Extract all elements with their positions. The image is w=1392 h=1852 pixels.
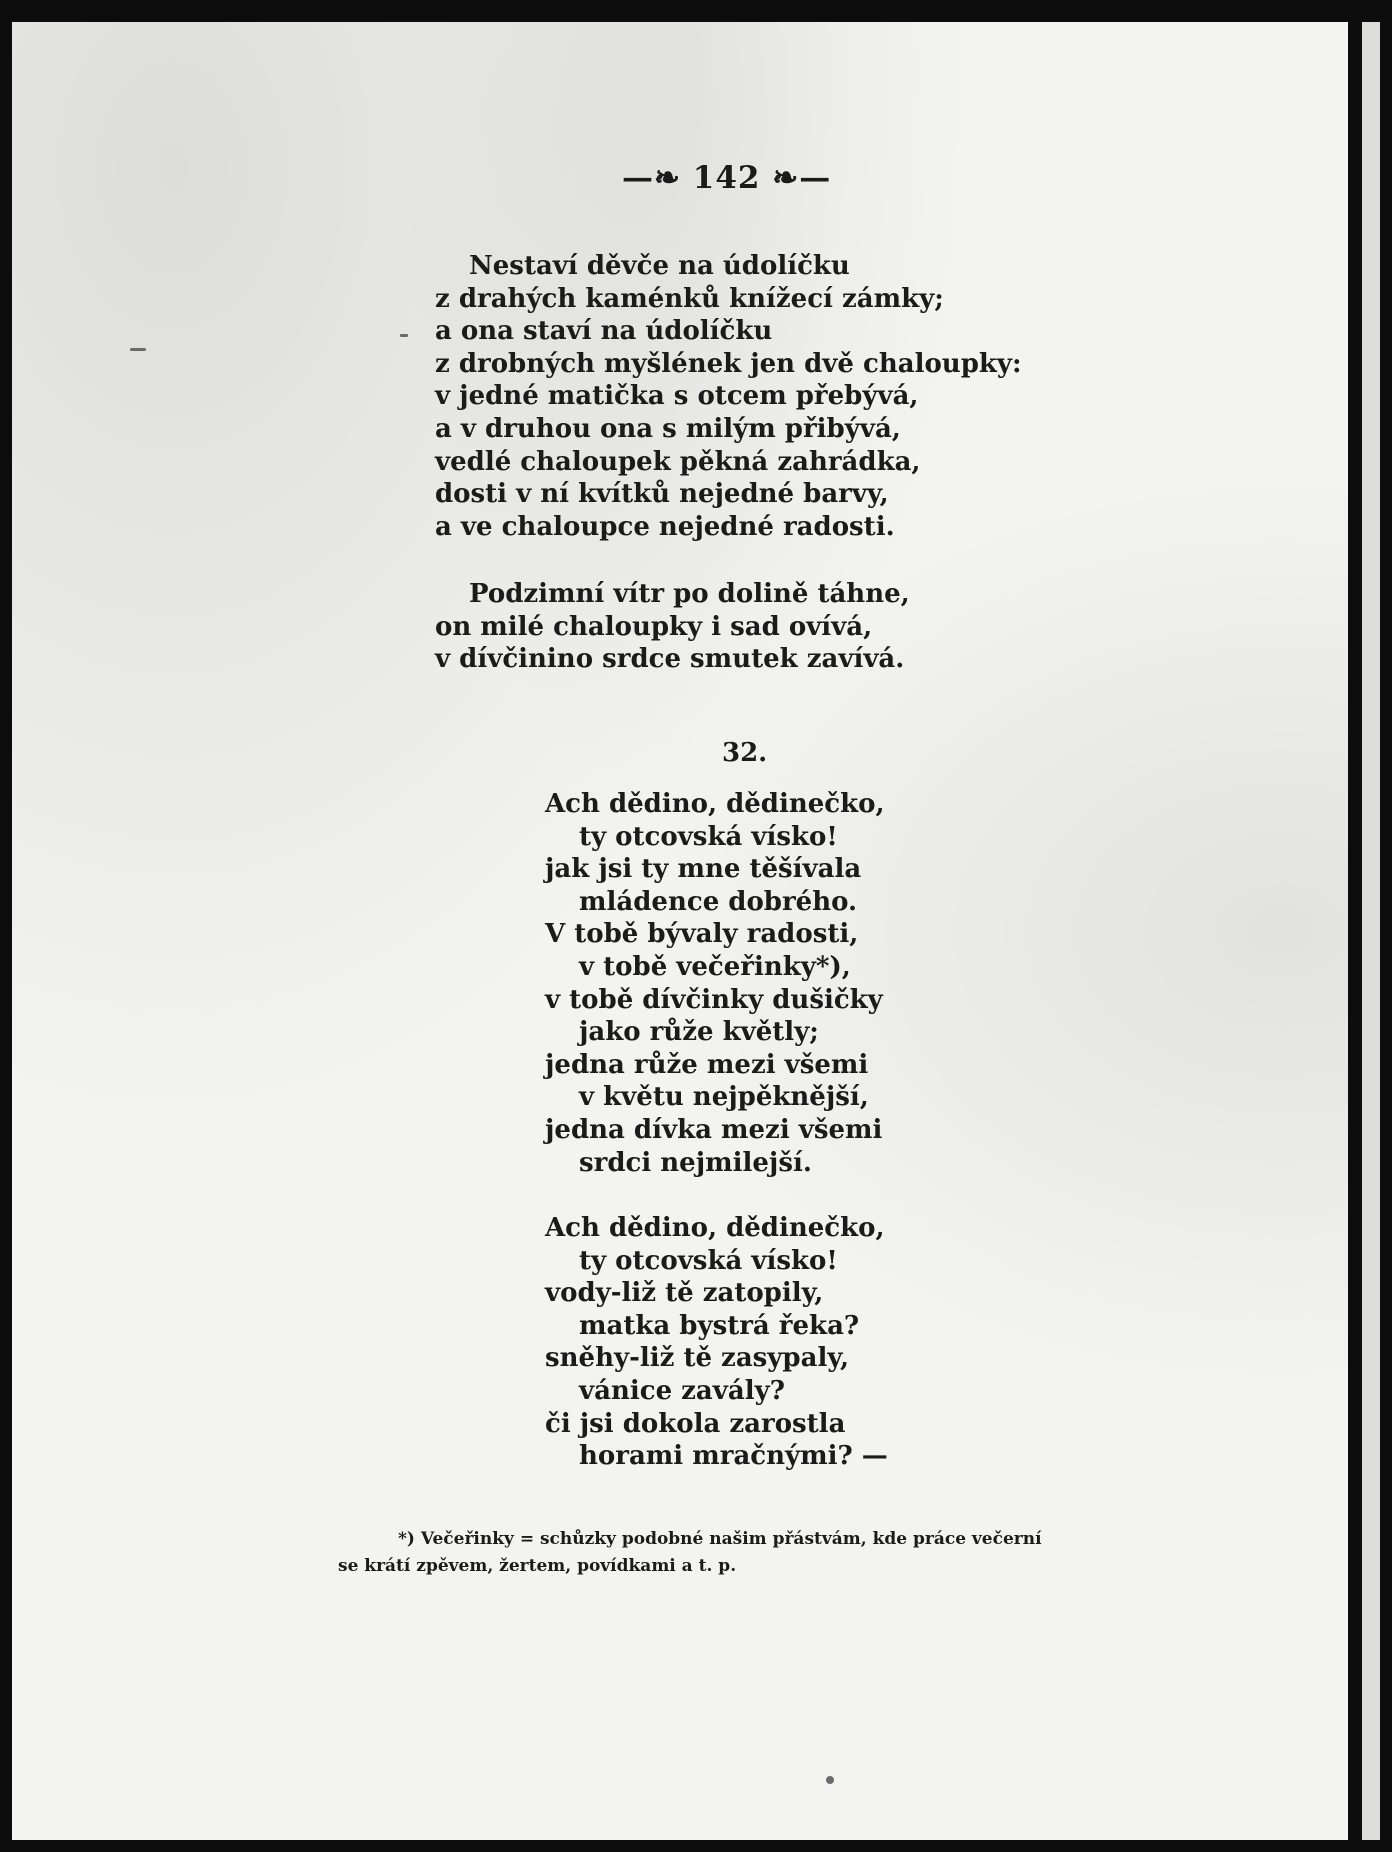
verse-line: či jsi dokola zarostla (545, 1408, 846, 1439)
verse-line: ty otcovská vísko! (579, 821, 838, 852)
footnote-line: *) Večeřinky = schůzky podobné našim přástvám, kde práce večerní (398, 1529, 1042, 1549)
poem-32-stanza-1 (545, 788, 885, 1179)
verse-line: v jedné matička s otcem přebývá, (435, 381, 919, 412)
adjacent-page-strip (1362, 22, 1380, 1840)
page-number-header: —❧ 142 ❧— (622, 160, 832, 196)
verse-line: jak jsi ty mne těšívala (545, 854, 862, 885)
paper-speck (400, 334, 408, 337)
verse-line: z drahých kaménků knížecí zámky; (435, 283, 944, 314)
verse-line: vody-liž tě zatopily, (545, 1278, 824, 1309)
verse-line: Nestaví děvče na údolíčku (469, 251, 850, 281)
verse-line: Ach dědino, dědinečko, (545, 1213, 885, 1243)
paper-speck (826, 1776, 834, 1784)
footnote-line: se krátí zpěvem, žertem, povídkami a t. p. (338, 1556, 737, 1576)
verse-line: a ona staví na údolíčku (435, 316, 773, 347)
verse-line: on milé chaloupky i sad ovívá, (435, 611, 873, 642)
verse-line: mládence dobrého. (579, 886, 858, 917)
verse-line: z drobných myšlének jen dvě chaloupky: (435, 348, 1022, 379)
verse-line: a ve chaloupce nejedné radosti. (435, 511, 895, 542)
verse-line: Podzimní vítr po dolině táhne, (469, 579, 910, 609)
verse-line: jedna růže mezi všemi (545, 1049, 869, 1080)
paper-speck (130, 348, 146, 351)
verse-line: v dívčinino srdce smutek zavívá. (435, 644, 905, 675)
footnote (338, 1526, 1158, 1580)
verse-line: horami mračnými? — (579, 1441, 888, 1472)
verse-line: ty otcovská vísko! (579, 1245, 838, 1276)
verse-line: sněhy-liž tě zasypaly, (545, 1343, 849, 1374)
verse-line: matka bystrá řeka? (579, 1310, 860, 1341)
verse-line: v tobě večeřinky*), (579, 951, 851, 982)
verse-line: a v druhou ona s milým přibývá, (435, 413, 901, 444)
poem-31-stanza-2 (435, 578, 910, 676)
poem-32-stanza-2 (545, 1212, 888, 1473)
verse-line: vánice zavály? (579, 1375, 785, 1406)
poem-number: 32. (722, 738, 768, 768)
verse-line: jedna dívka mezi všemi (545, 1114, 883, 1145)
verse-line: vedlé chaloupek pěkná zahrádka, (435, 446, 921, 477)
poem-31-stanza-1 (435, 250, 1022, 543)
verse-line: dosti v ní kvítků nejedné barvy, (435, 479, 889, 510)
verse-line: v tobě dívčinky dušičky (545, 984, 883, 1015)
verse-line: srdci nejmilejší. (579, 1147, 812, 1178)
verse-line: jako růže květly; (579, 1017, 819, 1048)
verse-line: Ach dědino, dědinečko, (545, 789, 885, 819)
verse-line: V tobě bývaly radosti, (545, 919, 859, 950)
verse-line: v květu nejpěknější, (579, 1082, 869, 1113)
